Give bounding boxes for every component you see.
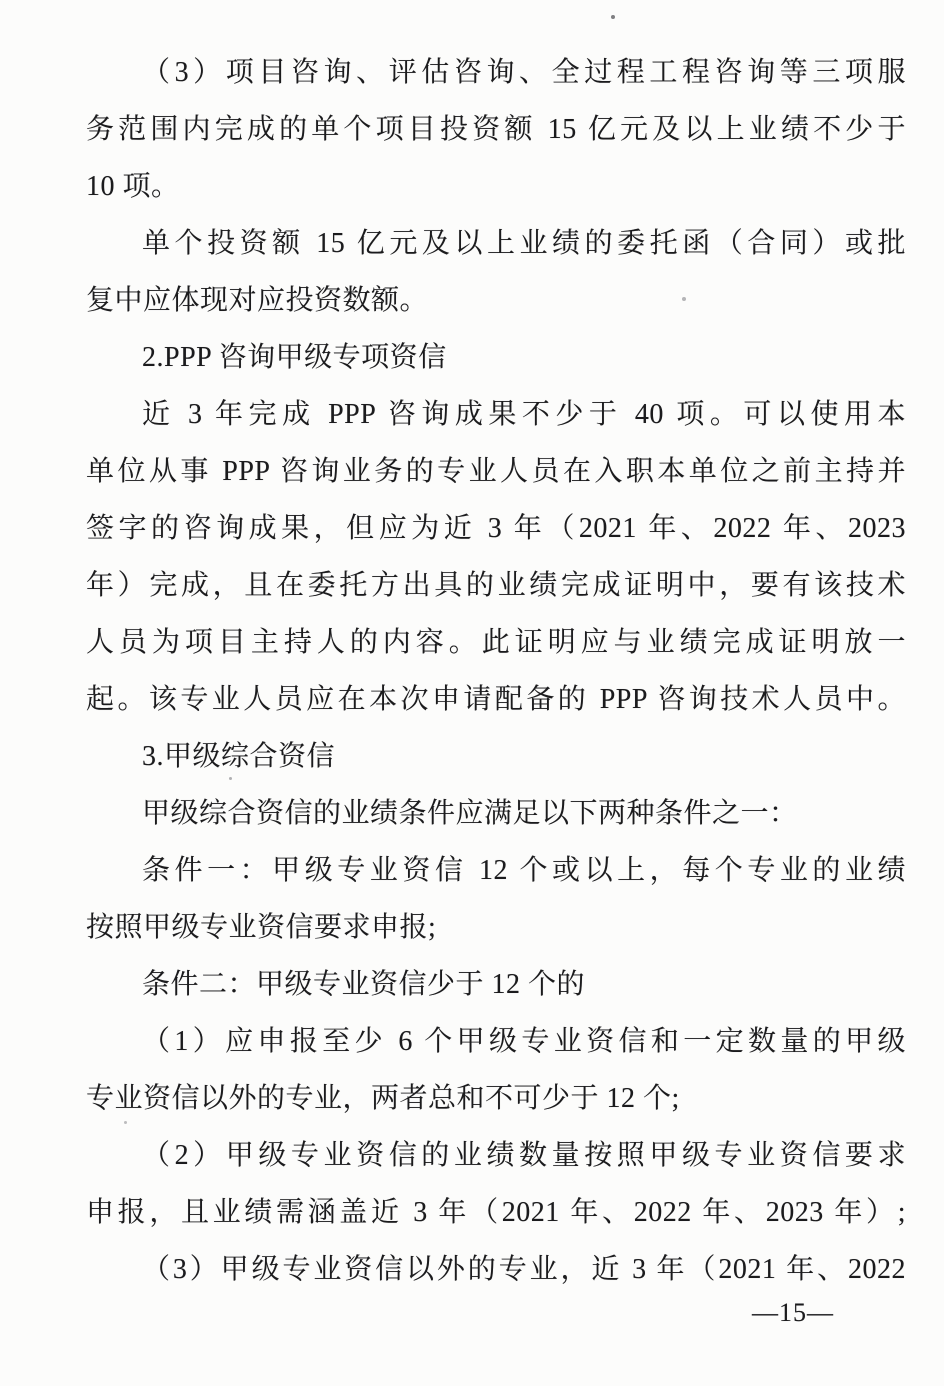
text-line: 10 项。 (86, 171, 180, 202)
text-line: 专业资信以外的专业，两者总和不可少于 12 个; (86, 1083, 680, 1114)
scan-speck (229, 777, 232, 780)
text-line: （2）甲级专业资信的业绩数量按照甲级专业资信要求 (142, 1140, 906, 1171)
text-line: 甲级综合资信的业绩条件应满足以下两种条件之一： (142, 798, 798, 829)
text-line: （1）应申报至少 6 个甲级专业资信和一定数量的甲级 (142, 1026, 906, 1057)
scan-speck (124, 1121, 127, 1124)
text-line: 单位从事 PPP 咨询业务的专业人员在入职本单位之前主持并 (86, 456, 906, 487)
text-line: （3）项目咨询、评估咨询、全过程工程咨询等三项服 (142, 57, 906, 88)
text-line: 单个投资额 15 亿元及以上业绩的委托函（合同）或批 (142, 228, 906, 259)
text-line: 近 3 年完成 PPP 咨询成果不少于 40 项。可以使用本 (142, 399, 906, 430)
text-line: 按照甲级专业资信要求申报; (86, 912, 437, 943)
text-line: 年）完成，且在委托方出具的业绩完成证明中，要有该技术 (86, 570, 906, 601)
section-heading-ppp: 2.PPP 咨询甲级专项资信 (142, 342, 447, 373)
scan-speck (682, 297, 686, 301)
document-body (86, 44, 906, 1298)
text-line: 签字的咨询成果，但应为近 3 年（2021 年、2022 年、2023 (86, 513, 906, 544)
text-line: 起。该专业人员应在本次申请配备的 PPP 咨询技术人员中。 (86, 684, 906, 715)
text-line: 条件二：甲级专业资信少于 12 个的 (142, 969, 586, 1000)
text-line: （3）甲级专业资信以外的专业，近 3 年（2021 年、2022 (142, 1254, 906, 1285)
text-line: 复中应体现对应投资数额。 (86, 285, 429, 316)
page-number: —15— (752, 1298, 834, 1327)
text-line: 条件一：甲级专业资信 12 个或以上，每个专业的业绩 (142, 855, 906, 886)
text-line: 务范围内完成的单个项目投资额 15 亿元及以上业绩不少于 (86, 114, 906, 145)
scan-speck (611, 15, 615, 19)
section-heading-comprehensive: 3.甲级综合资信 (142, 741, 336, 772)
text-line: 申报，且业绩需涵盖近 3 年（2021 年、2022 年、2023 年）; (86, 1197, 906, 1228)
text-line: 人员为项目主持人的内容。此证明应与业绩完成证明放一 (86, 627, 906, 658)
